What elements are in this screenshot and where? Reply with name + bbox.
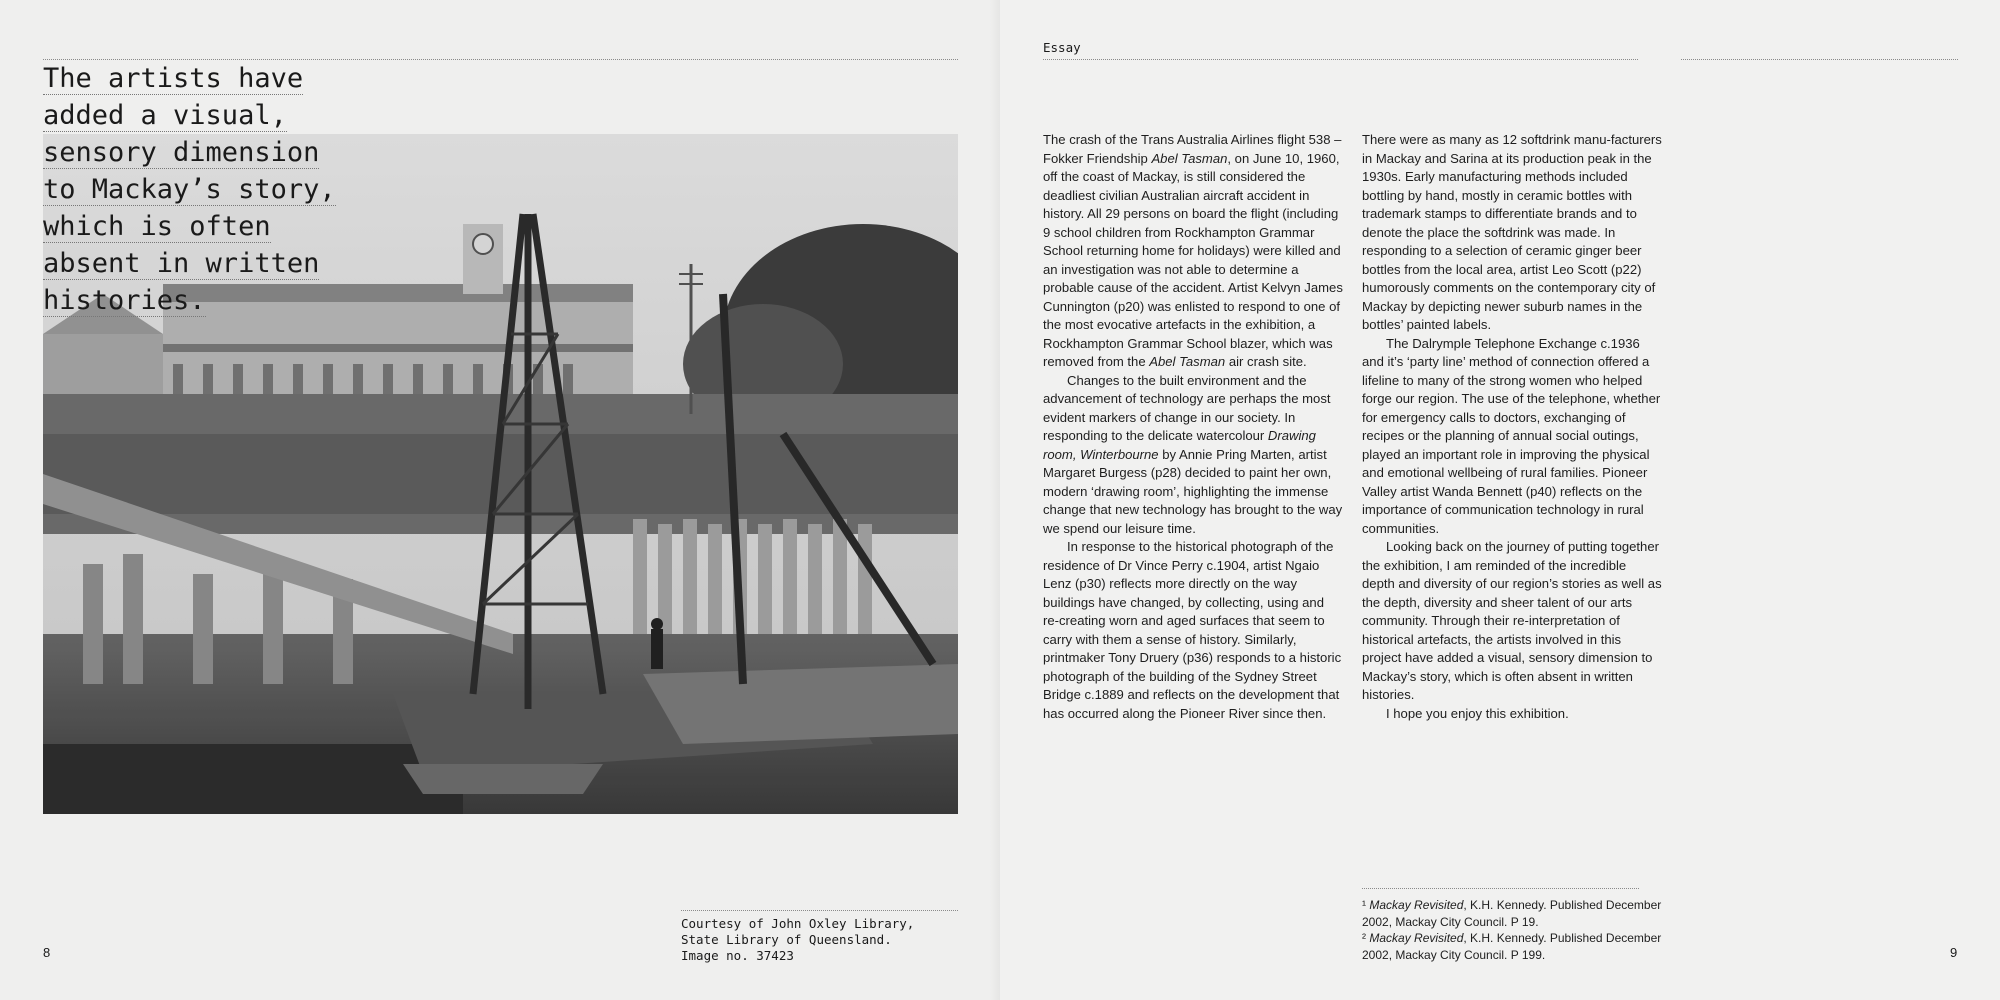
caption-rule — [681, 910, 958, 911]
section-label: Essay — [1043, 40, 1081, 55]
right-top-rule-1 — [1043, 59, 1638, 60]
caption-line: Courtesy of John Oxley Library, — [681, 916, 915, 931]
pull-quote-line: The artists have — [43, 63, 304, 94]
footnotes — [1362, 897, 1662, 963]
essay-paragraph: Changes to the built environment and the advancement of technology are perhaps the most evident markers of change in our society. In responding to the delicate watercolour Drawing room, Winterbourne by Annie Pring Marten, artist Margaret Burgess (p28) decided to paint her own, modern ‘drawing room’, highlighting the immense change that new technology has brought to the way we spend our leisure time. — [1043, 372, 1343, 536]
pull-quote-line: to Mackay’s story, — [43, 174, 336, 205]
pull-quote-line: sensory dimension — [43, 137, 320, 168]
page-number-right: 9 — [1950, 945, 1958, 960]
essay-paragraph: In response to the historical photograph of the residence of Dr Vince Perry c.1904, artist Ngaio Lenz (p30) reflects more directly on the way buildings have changed, by collecting, using and re-creating worn and aged surfaces that seem to carry with them a sense of history. Similarly, printmaker Tony Druery (p36) responds to a historic photograph of the building of the Sydney Street Bridge c.1889 and reflects on the development that has occurred along the Pioneer River since then. — [1043, 539, 1342, 721]
pull-quote-line: absent in written — [43, 248, 320, 279]
essay-paragraph: There were as many as 12 softdrink manu-facturers in Mackay and Sarina at its production peak in the 1930s. Early manufacturing methods included bottling by hand, mostly in ceramic bottles with trademark stamps to differentiate brands and to denote the place the softdrink was made. In responding to a selection of ceramic ginger beer bottles from the local area, artist Leo Scott (p22) humorously comments on the contemporary city of Mackay by depicting newer suburb names in the bottles’ painted labels. — [1362, 132, 1662, 332]
essay-paragraph: Looking back on the journey of putting together the exhibition, I am reminded of the incredible depth and diversity of our region’s stories as well as the depth, diversity and sheer talent of our arts community. Through their re-interpretation of historical artefacts, the artists involved in this project have added a visual, sensory dimension to Mackay’s story, which is often absent in written histories. — [1362, 539, 1662, 702]
pull-quote — [43, 60, 403, 319]
essay-paragraph: The Dalrymple Telephone Exchange c.1936 and it’s ‘party line’ method of connection offered a lifeline to many of the strong women who helped forge our region. The use of the telephone, whether for emergency calls to doctors, exchanging of recipes or the planning of annual social outings, played an important role in improving the physical and emotional wellbeing of rural families. Pioneer Valley artist Wanda Bennett (p40) reflects on the importance of communication technology in rural communities. — [1362, 335, 1661, 536]
right-top-rule-2 — [1681, 59, 1958, 60]
page-number-left: 8 — [43, 945, 51, 960]
footnote: ² Mackay Revisited, K.H. Kennedy. Published December 2002, Mackay City Council. P 199. — [1362, 931, 1662, 962]
caption-line: State Library of Queensland. — [681, 932, 892, 947]
caption-line: Image no. 37423 — [681, 948, 794, 963]
essay-column-1 — [1043, 131, 1343, 723]
pull-quote-line: which is often — [43, 211, 271, 242]
pull-quote-line: histories. — [43, 285, 206, 316]
photo-caption — [681, 916, 981, 964]
essay-paragraph: I hope you enjoy this exhibition. — [1386, 705, 1569, 721]
footnote: ¹ Mackay Revisited, K.H. Kennedy. Published December 2002, Mackay City Council. P 19. — [1362, 898, 1662, 929]
essay-column-2 — [1362, 131, 1662, 723]
essay-paragraph: The crash of the Trans Australia Airlines flight 538 – Fokker Friendship Abel Tasman, on June 10, 1960, off the coast of Mackay, is still considered the deadliest civilian Australian aircraft accident in history. All 29 persons on board the flight (including 9 school children from Rockhampton Grammar School returning home for holidays) were killed and an investigation was not able to determine a probable cause of the accident. Artist Kelvyn James Cunnington (p20) was enlisted to respond to one of the most evocative artefacts in the exhibition, a Rockhampton Grammar School blazer, which was removed from the Abel Tasman air crash site. — [1043, 132, 1343, 369]
footnote-rule — [1362, 888, 1639, 889]
pull-quote-line: added a visual, — [43, 100, 287, 131]
